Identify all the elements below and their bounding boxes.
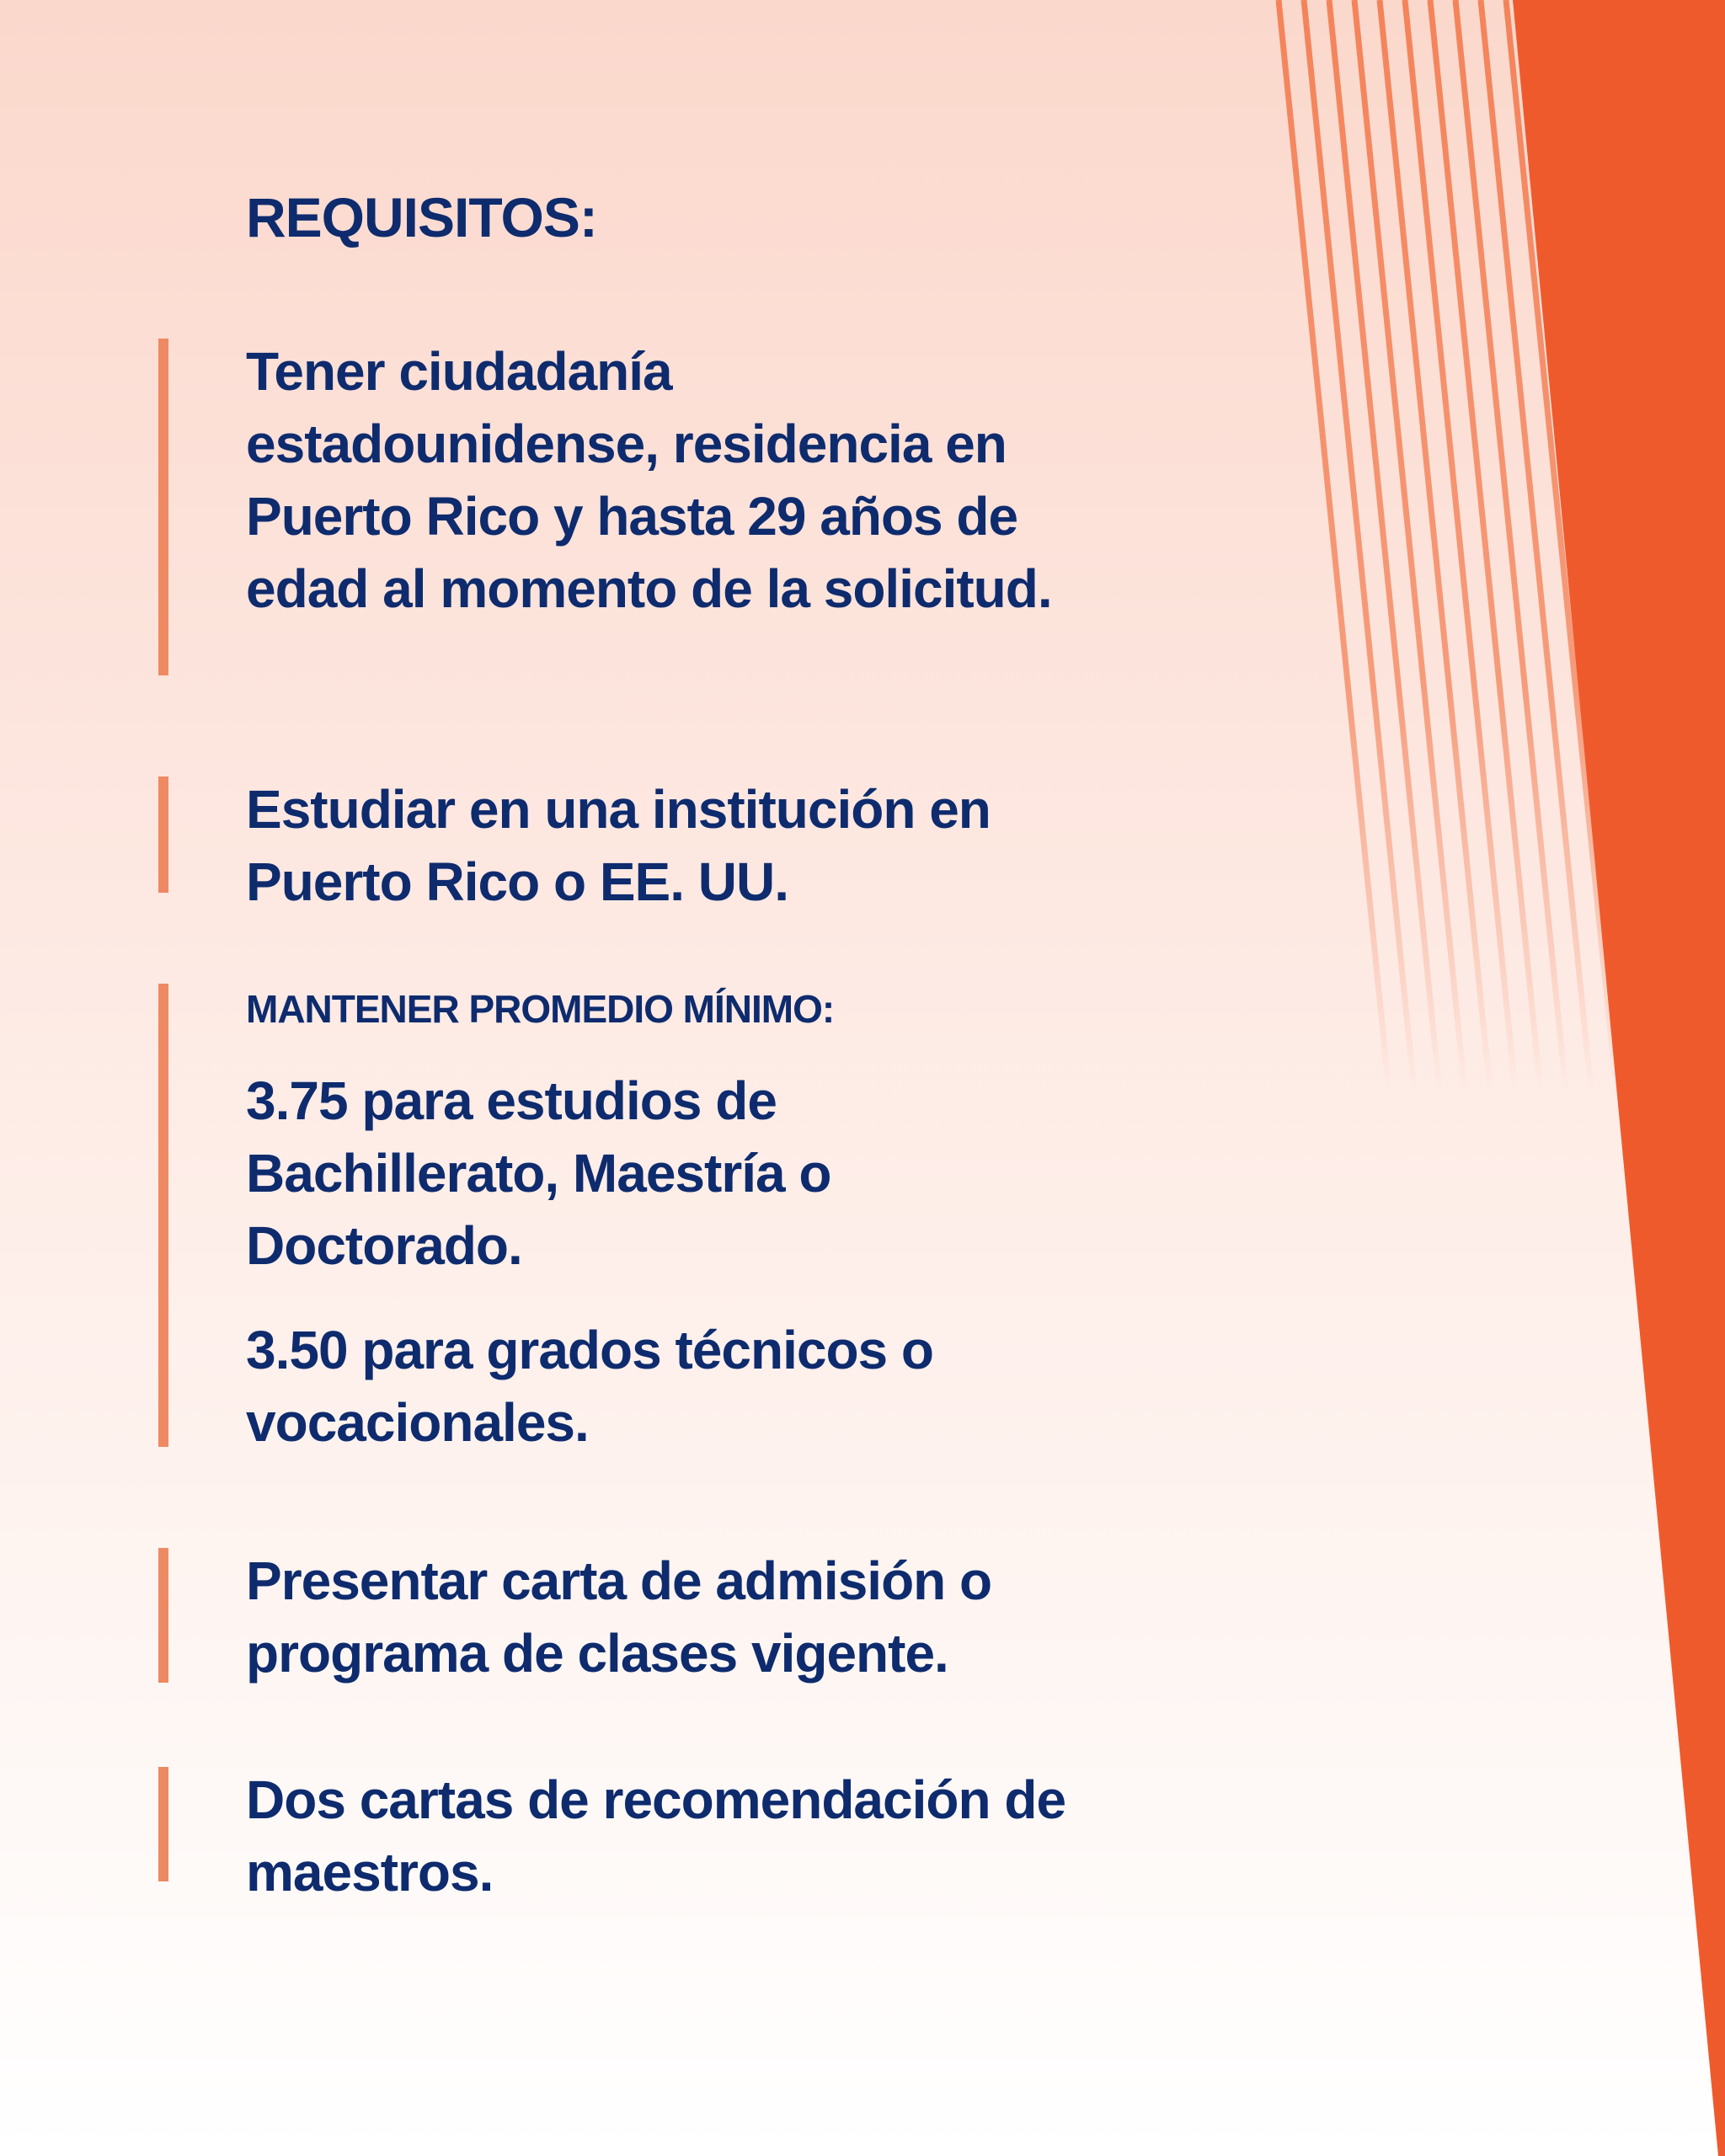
requirement-text: Estudiar en una institución en Puerto Rico o EE. UU. (246, 779, 991, 912)
accent-bar (158, 984, 168, 1447)
requirement-gpa (158, 984, 1220, 1453)
accent-bar (158, 1548, 168, 1683)
gpa-subheading: MANTENER PROMEDIO MÍNIMO: (246, 987, 835, 1031)
requirement-institution (158, 776, 1220, 912)
requirement-text: Presentar carta de admisión o programa de clases vigente. (246, 1550, 992, 1684)
requirement-text: Dos cartas de recomendación de maestros. (246, 1769, 1066, 1903)
requirement-recommendations (158, 1767, 1220, 1903)
orange-side-band (1513, 0, 1725, 2156)
accent-bar (158, 776, 168, 893)
requirement-text: Tener ciudadanía estadounidense, residencia en Puerto Rico y hasta 29 años de edad al momento de la solicitud. (246, 341, 1052, 619)
page-title: REQUISITOS: (246, 186, 597, 248)
gpa-graduate-text: 3.75 para estudios de Bachillerato, Maestría o Doctorado. (246, 1070, 831, 1276)
requirement-citizenship (158, 339, 1220, 675)
gpa-technical-text: 3.50 para grados técnicos o vocacionales. (246, 1320, 933, 1453)
accent-bar (158, 339, 168, 675)
accent-bar (158, 1767, 168, 1881)
requirement-admission (158, 1548, 1220, 1683)
